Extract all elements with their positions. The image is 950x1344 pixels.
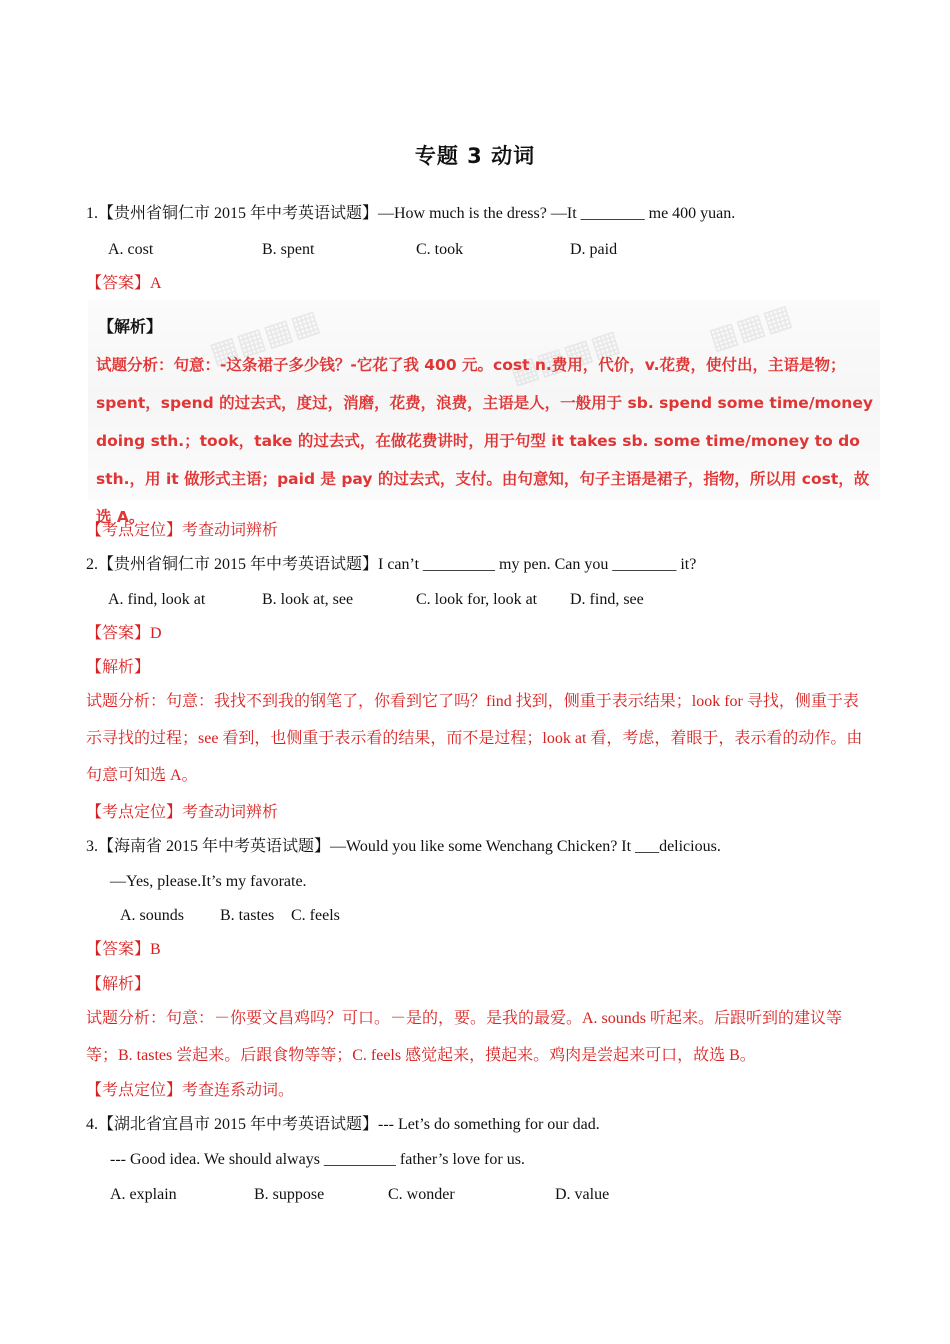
q2-analysis: 试题分析：句意：我找不到我的钢笔了，你看到它了吗？find 找到，侧重于表示结果；look for 寻找，侧重于表示寻找的过程；see 看到，也侧重于表示看的结果，而不是过程；look at 看，考虑，着眼于，表示看的动作。由句意可知选 A。 — [86, 693, 863, 784]
q3-analysis-head: 【解析】 — [86, 976, 151, 993]
watermark: ▦▦▦ — [704, 297, 797, 358]
watermark: ▦▦▦▦ — [205, 303, 325, 372]
q2-analysis-head: 【解析】 — [86, 659, 151, 676]
q2-option-b: B. look at, see — [262, 591, 354, 608]
q4-option-d: D. value — [555, 1186, 610, 1203]
q1-analysis: 试题分析：句意：-这条裙子多少钱？-它花了我 400 元。cost n.费用，代价，v.花费，使付出，主语是物；spent，spend 的过去式，度过，消磨，花费，浪费，主语是人，一般用于 sb. spend some time/money doing sth.；took，take 的过去式，在做花费讲时，用于句型 it takes sb. some time/money to do sth.，用 it 做形式主语；paid 是 pay 的过去式，支付。由句意知，句子主语是裙子，指物，所以用 cost，故选 A。 — [96, 356, 873, 526]
q1-option-d: D. paid — [570, 241, 618, 258]
q1-point: 【考点定位】考查动词辨析 — [86, 522, 279, 539]
q2-option-d: D. find, see — [570, 591, 644, 608]
q3-option-c: C. feels — [291, 907, 340, 924]
q3-option-b: B. tastes — [220, 907, 275, 924]
q1-option-c: C. took — [416, 241, 464, 258]
q4-option-a: A. explain — [110, 1186, 177, 1203]
q3-stem-reply: —Yes, please.It’s my favorate. — [110, 873, 307, 890]
q4-stem-reply: --- Good idea. We should always _________ father’s love for us. — [110, 1151, 525, 1168]
q1-analysis-head: 【解析】 — [98, 317, 163, 336]
q3-point: 【考点定位】考查连系动词。 — [86, 1082, 295, 1099]
q2-point: 【考点定位】考查动词辨析 — [86, 804, 279, 821]
q4-option-c: C. wonder — [388, 1186, 455, 1203]
q1-option-b: B. spent — [262, 241, 315, 258]
q3-answer: 【答案】B — [86, 941, 161, 958]
q2-answer: 【答案】D — [86, 625, 162, 642]
q3-analysis: 试题分析：句意：－你要文昌鸡吗？可口。－是的，要。是我的最爱。A. sounds 听起来。后跟听到的建议等等；B. tastes 尝起来。后跟食物等等；C. feels 感觉起来，摸起来。鸡肉是尝起来可口，故选 B。 — [86, 1010, 843, 1064]
q1-analysis-image — [88, 297, 880, 526]
q3-option-a: A. sounds — [120, 907, 185, 924]
q1-stem: 1.【贵州省铜仁市 2015 年中考英语试题】—How much is the dress? —It ________ me 400 yuan. — [86, 205, 736, 222]
q2-stem: 2.【贵州省铜仁市 2015 年中考英语试题】I can’t _________ my pen. Can you ________ it? — [86, 556, 697, 573]
q4-option-b: B. suppose — [254, 1186, 325, 1203]
q1-option-a: A. cost — [108, 241, 154, 258]
page-title: 专题 3 动词 — [414, 144, 536, 168]
q4-stem: 4.【湖北省宜昌市 2015 年中考英语试题】--- Let’s do something for our dad. — [86, 1116, 600, 1133]
q2-option-a: A. find, look at — [108, 591, 206, 608]
watermark: ▦▦▦▦ — [505, 323, 625, 392]
q3-stem: 3.【海南省 2015 年中考英语试题】—Would you like some Wenchang Chicken? It ___delicious. — [86, 838, 721, 855]
q2-option-c: C. look for, look at — [416, 591, 538, 608]
q1-answer: 【答案】A — [86, 275, 162, 292]
